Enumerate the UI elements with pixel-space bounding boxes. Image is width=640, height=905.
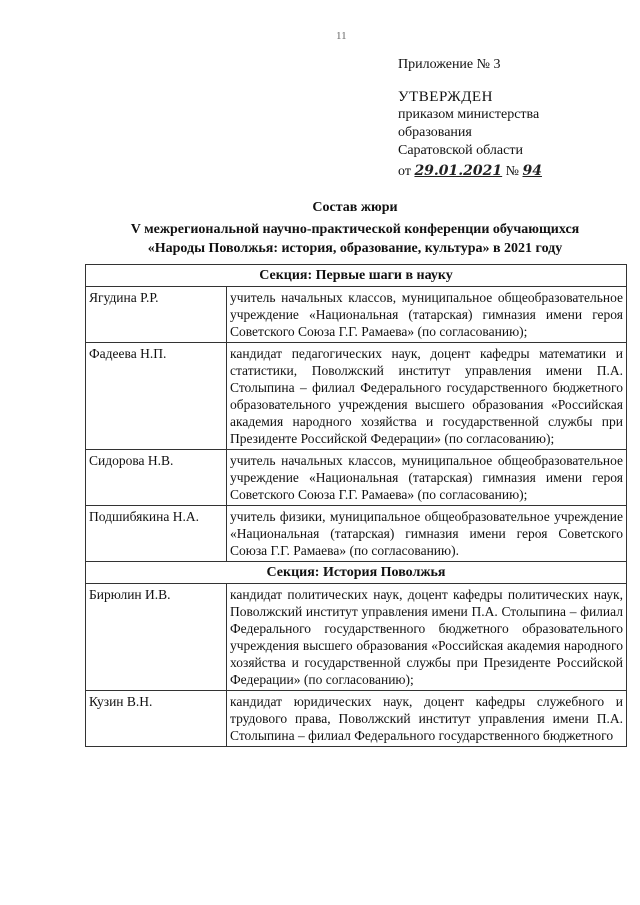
- approval-block: [398, 56, 628, 181]
- page-number: 11: [336, 30, 347, 42]
- order-date: 29.01.2021: [414, 163, 503, 179]
- section-title: Секция: Первые шаги в науку: [86, 265, 627, 287]
- member-description: кандидат политических наук, доцент кафедры политических наук, Поволжский институт управления имени П.А. Столыпина – филиал Федерального государственного бюджетного образовательного учреждения высшего образования «Российская академия народного хозяйства и государственной службы при Президенте Российской Федерации» (по согласованию);: [227, 584, 627, 691]
- from-label: от: [398, 164, 411, 179]
- member-name: Ягудина Р.Р.: [86, 287, 227, 343]
- title-line-2: V межрегиональной научно-практической конференции обучающихся: [130, 222, 580, 237]
- member-name: Фадеева Н.П.: [86, 343, 227, 450]
- order-line: [398, 162, 628, 181]
- table-row: [86, 691, 627, 747]
- order-number: 94: [522, 163, 542, 179]
- member-name: Сидорова Н.В.: [86, 450, 227, 506]
- member-description: кандидат юридических наук, доцент кафедры служебного и трудового права, Поволжский институт управления имени П.А. Столыпина – филиал Федерального государственного бюджетного: [227, 691, 627, 747]
- appendix-label: Приложение № 3: [398, 57, 501, 72]
- table-row: [86, 450, 627, 506]
- approval-line-2: образования: [398, 125, 472, 140]
- jury-table: [85, 264, 627, 747]
- member-name: Кузин В.Н.: [86, 691, 227, 747]
- section-header-row: [86, 265, 627, 287]
- approval-line-1: приказом министерства: [398, 107, 540, 122]
- member-description: учитель начальных классов, муниципальное общеобразовательное учреждение «Национальная (татарская) гимназия имени героя Советского Союза Г.Г. Рамаева» (по согласованию);: [227, 287, 627, 343]
- member-description: учитель физики, муниципальное общеобразовательное учреждение «Национальная (татарская) гимназия имени героя Советского Союза Г.Г. Рамаева» (по согласованию).: [227, 506, 627, 562]
- table-row: [86, 584, 627, 691]
- table-row: [86, 506, 627, 562]
- member-description: кандидат педагогических наук, доцент кафедры математики и статистики, Поволжский институт управления имени П.А. Столыпина – филиал Федерального государственного бюджетного образовательного учреждения высшего образования «Российская академия народного хозяйства и государственной службы при Президенте Российской Федерации» (по согласованию);: [227, 343, 627, 450]
- member-name: Бирюлин И.В.: [86, 584, 227, 691]
- section-title: Секция: История Поволжья: [86, 562, 627, 584]
- table-row: [86, 287, 627, 343]
- approved-label: УТВЕРЖДЕН: [398, 89, 493, 105]
- document-title: [70, 198, 640, 258]
- member-description: учитель начальных классов, муниципальное общеобразовательное учреждение «Национальная (татарская) гимназия имени героя Советского Союза Г.Г. Рамаева» (по согласованию);: [227, 450, 627, 506]
- section-header-row: [86, 562, 627, 584]
- approval-line-3: Саратовской области: [398, 143, 523, 158]
- table-row: [86, 343, 627, 450]
- member-name: Подшибякина Н.А.: [86, 506, 227, 562]
- title-line-1: Состав жюри: [312, 200, 398, 215]
- number-label: №: [505, 164, 519, 179]
- title-line-3: «Народы Поволжья: история, образование, культура» в 2021 году: [147, 241, 563, 256]
